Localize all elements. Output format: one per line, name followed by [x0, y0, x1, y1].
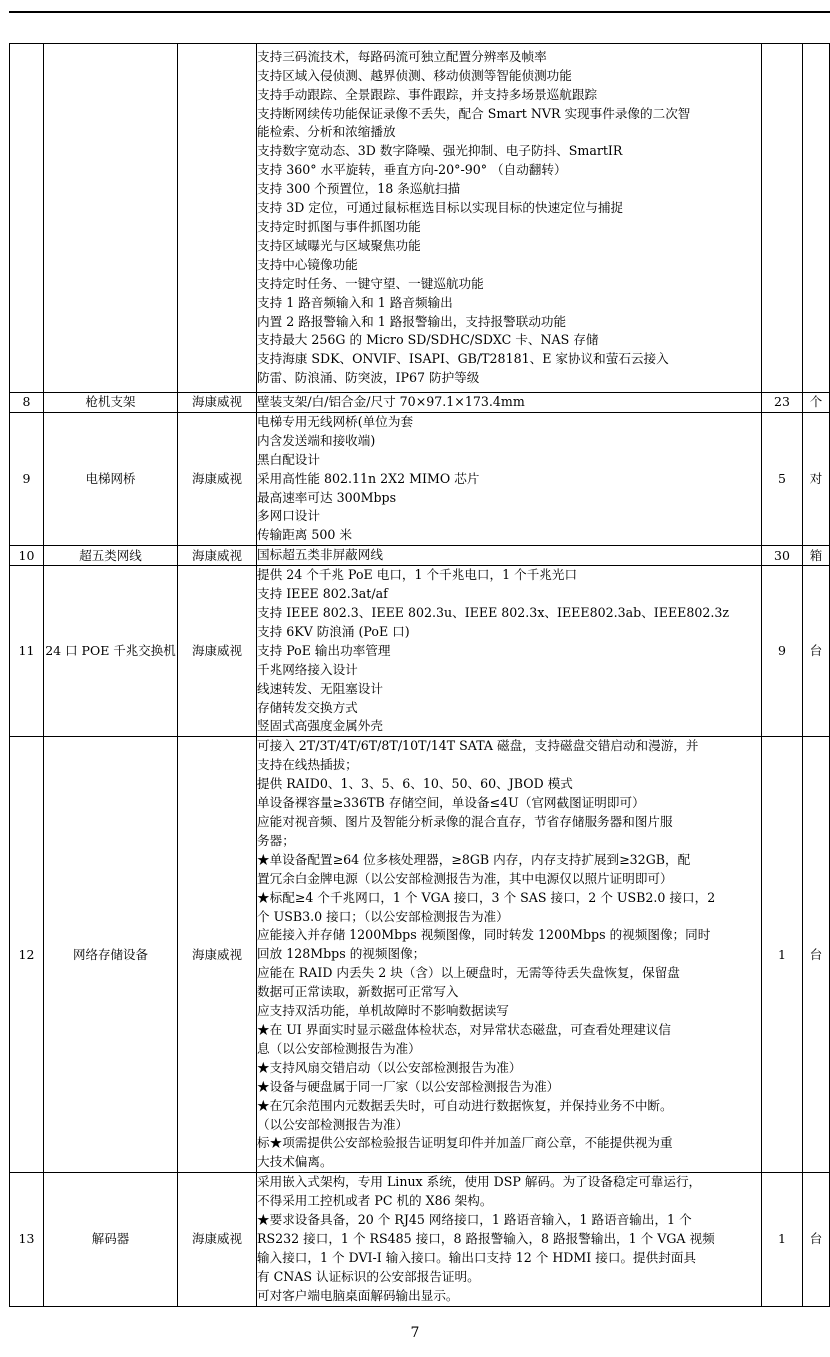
brand-cell: 海康威视 — [178, 737, 257, 1173]
spec-line: 数据可正常读取，新数据可正常写入 — [257, 984, 459, 1000]
item-number-cell: 13 — [10, 1173, 44, 1306]
spec-line: 置冗余白金牌电源（以公安部检测报告为准，其中电源仅以照片证明即可） — [257, 870, 673, 886]
quantity-cell: 1 — [762, 737, 803, 1173]
item-number-cell — [10, 44, 44, 393]
unit-cell: 台 — [803, 1173, 830, 1306]
table-row — [10, 546, 830, 566]
spec-line: 支持数字宽动态、3D 数字降噪、强光抑制、电子防抖、SmartIR — [257, 143, 623, 159]
brand-cell: 海康威视 — [178, 1173, 257, 1306]
spec-line: 支持 6KV 防浪涌 (PoE 口) — [257, 623, 410, 639]
table-row — [10, 1173, 830, 1306]
unit-cell: 台 — [803, 737, 830, 1173]
spec-line: 应能在 RAID 内丢失 2 块（含）以上硬盘时，无需等待丢失盘恢复，保留盘 — [257, 965, 680, 981]
spec-line: 支持断网续传功能保证录像不丢失，配合 Smart NVR 实现事件录像的二次智 — [257, 105, 691, 121]
spec-line: 可接入 2T/3T/4T/6T/8T/10T/14T SATA 磁盘，支持磁盘交错启动和漫游，并 — [257, 738, 699, 754]
item-name-cell: 24 口 POE 千兆交换机 — [44, 566, 178, 737]
spec-line: 支持区域入侵侦测、越界侦测、移动侦测等智能侦测功能 — [257, 67, 572, 83]
spec-line: 支持 3D 定位，可通过鼠标框选目标以实现目标的快速定位与捕捉 — [257, 200, 624, 216]
spec-line: 支持 IEEE 802.3、IEEE 802.3u、IEEE 802.3x、IEEE802.3ab、IEEE802.3z — [257, 604, 730, 620]
spec-line: 最高速率可达 300Mbps — [257, 489, 397, 505]
spec-line: 务器； — [257, 832, 295, 848]
unit-cell: 个 — [803, 393, 830, 413]
spec-line: 电梯专用无线网桥(单位为套 — [257, 413, 414, 429]
item-name-cell: 网络存储设备 — [44, 737, 178, 1173]
spec-line: ★标配≥4 个千兆网口，1 个 VGA 接口，3 个 SAS 接口，2 个 USB2.0 接口，2 — [257, 889, 716, 905]
table-row — [10, 412, 830, 545]
spec-line: 采用高性能 802.11n 2X2 MIMO 芯片 — [257, 470, 480, 486]
brand-cell: 海康威视 — [178, 412, 257, 545]
spec-line: 息（以公安部检测报告为准） — [257, 1040, 421, 1056]
spec-line: 千兆网络接入设计 — [257, 661, 358, 677]
quantity-cell: 5 — [762, 412, 803, 545]
table-row — [10, 737, 830, 1173]
spec-cell — [257, 737, 762, 1173]
table-body — [10, 44, 830, 1307]
table-row — [10, 44, 830, 393]
spec-line: 应支持双活功能，单机故障时不影响数据读写 — [257, 1003, 509, 1019]
spec-cell — [257, 1173, 762, 1306]
item-name-cell: 超五类网线 — [44, 546, 178, 566]
brand-cell: 海康威视 — [178, 546, 257, 566]
item-name-cell: 解码器 — [44, 1173, 178, 1306]
brand-cell: 海康威视 — [178, 566, 257, 737]
quantity-cell: 1 — [762, 1173, 803, 1306]
item-number-cell: 11 — [10, 566, 44, 737]
spec-line: 支持 300 个预置位，18 条巡航扫描 — [257, 181, 461, 197]
spec-cell — [257, 44, 762, 393]
header-rule — [9, 11, 830, 13]
spec-line: 可对客户端电脑桌面解码输出显示。 — [257, 1287, 459, 1303]
spec-cell — [257, 566, 762, 737]
spec-line: 提供 RAID0、1、3、5、6、10、50、60、JBOD 模式 — [257, 776, 573, 792]
spec-line: 能检索、分析和浓缩播放 — [257, 124, 396, 140]
spec-line: 回放 128Mbps 的视频图像； — [257, 946, 426, 962]
spec-line: 国标超五类非屏蔽网线 — [257, 547, 383, 563]
spec-line: ★支持风扇交错启动（以公安部检测报告为准） — [257, 1059, 522, 1075]
spec-line: 线速转发、无阻塞设计 — [257, 680, 383, 696]
spec-line: 单设备裸容量≥336TB 存储空间，单设备≤4U（官网截图证明即可） — [257, 795, 645, 811]
spec-line: 防雷、防浪涌、防突波，IP67 防护等级 — [257, 370, 480, 386]
item-number-cell: 12 — [10, 737, 44, 1173]
spec-cell — [257, 412, 762, 545]
spec-line: 支持手动跟踪、全景跟踪、事件跟踪，并支持多场景巡航跟踪 — [257, 86, 598, 102]
spec-line: ★在冗余范围内元数据丢失时，可自动进行数据恢复，并保持业务不中断。 — [257, 1097, 673, 1113]
quantity-cell: 30 — [762, 546, 803, 566]
spec-line: 应能接入并存储 1200Mbps 视频图像，同时转发 1200Mbps 的视频图像；同时 — [257, 927, 711, 943]
quantity-cell — [762, 44, 803, 393]
spec-line: 内含发送端和接收端) — [257, 432, 376, 448]
spec-line: 个 USB3.0 接口；（以公安部检测报告为准） — [257, 908, 509, 924]
unit-cell: 箱 — [803, 546, 830, 566]
spec-line: 有 CNAS 认证标识的公安部报告证明。 — [257, 1268, 480, 1284]
spec-line: 支持区域曝光与区域聚焦功能 — [257, 237, 421, 253]
spec-line: 支持 IEEE 802.3at/af — [257, 586, 388, 602]
spec-line: 支持 PoE 输出功率管理 — [257, 642, 391, 658]
spec-line: 内置 2 路报警输入和 1 路报警输出，支持报警联动功能 — [257, 313, 567, 329]
item-number-cell: 9 — [10, 412, 44, 545]
item-number-cell: 10 — [10, 546, 44, 566]
spec-line: 提供 24 个千兆 PoE 电口，1 个千兆电口，1 个千兆光口 — [257, 567, 578, 583]
spec-line: 存储转发交换方式 — [257, 699, 358, 715]
spec-line: ★单设备配置≥64 位多核处理器，≥8GB 内存，内存支持扩展到≥32GB，配 — [257, 851, 691, 867]
spec-line: （以公安部检测报告为准） — [257, 1116, 409, 1132]
spec-line: 壁装支架/白/铝合金/尺寸 70×97.1×173.4mm — [257, 394, 525, 409]
spec-line: 多网口设计 — [257, 508, 320, 524]
spec-cell — [257, 393, 762, 413]
spec-line: 竖固式高强度金属外壳 — [257, 718, 383, 734]
spec-line: 大技术偏离。 — [257, 1154, 333, 1170]
spec-line: 支持三码流技术，每路码流可独立配置分辨率及帧率 — [257, 48, 547, 64]
quantity-cell: 23 — [762, 393, 803, 413]
item-name-cell — [44, 44, 178, 393]
spec-line: 支持最大 256G 的 Micro SD/SDHC/SDXC 卡、NAS 存储 — [257, 332, 599, 348]
unit-cell: 台 — [803, 566, 830, 737]
spec-cell — [257, 546, 762, 566]
spec-line: 标★项需提供公安部检验报告证明复印件并加盖厂商公章，不能提供视为重 — [257, 1135, 673, 1151]
table-row — [10, 566, 830, 737]
spec-line: 传输距离 500 米 — [257, 527, 353, 543]
spec-line: 采用嵌入式架构，专用 Linux 系统，使用 DSP 解码。为了设备稳定可靠运行， — [257, 1174, 702, 1190]
table-row — [10, 393, 830, 413]
spec-line: ★在 UI 界面实时显示磁盘体检状态，对异常状态磁盘，可查看处理建议信 — [257, 1021, 672, 1037]
spec-line: 应能对视音频、图片及智能分析录像的混合直存，节省存储服务器和图片服 — [257, 814, 673, 830]
spec-line: 黑白配设计 — [257, 451, 320, 467]
spec-line: 支持定时抓图与事件抓图功能 — [257, 219, 421, 234]
quantity-cell: 9 — [762, 566, 803, 737]
item-number-cell: 8 — [10, 393, 44, 413]
unit-cell: 对 — [803, 412, 830, 545]
item-name-cell: 枪机支架 — [44, 393, 178, 413]
spec-line: 支持中心镜像功能 — [257, 256, 358, 272]
brand-cell: 海康威视 — [178, 393, 257, 413]
page-number: 7 — [410, 1325, 420, 1341]
equipment-spec-table — [9, 43, 830, 1307]
spec-line: 支持海康 SDK、ONVIF、ISAPI、GB/T28181、E 家协议和萤石云接入 — [257, 351, 669, 367]
spec-line: RS232 接口，1 个 RS485 接口，8 路报警输入，8 路报警输出，1 个 VGA 视频 — [257, 1231, 715, 1247]
spec-line: ★设备与硬盘属于同一厂家（以公安部检测报告为准） — [257, 1078, 560, 1094]
unit-cell — [803, 44, 830, 393]
spec-line: 支持 1 路音频输入和 1 路音频输出 — [257, 294, 453, 310]
spec-line: 支持 360° 水平旋转，垂直方向-20°-90° （自动翻转） — [257, 162, 567, 178]
item-name-cell: 电梯网桥 — [44, 412, 178, 545]
spec-line: 不得采用工控机或者 PC 机的 X86 架构。 — [257, 1193, 493, 1209]
spec-line: ★要求设备具备，20 个 RJ45 网络接口，1 路语音输入，1 路语音输出，1 个 — [257, 1212, 692, 1228]
brand-cell — [178, 44, 257, 393]
spec-line: 支持定时任务、一键守望、一键巡航功能 — [257, 275, 484, 291]
spec-line: 输入接口，1 个 DVI-I 输入接口。输出口支持 12 个 HDMI 接口。提供封面具 — [257, 1249, 697, 1265]
spec-line: 支持在线热插拔； — [257, 757, 358, 773]
